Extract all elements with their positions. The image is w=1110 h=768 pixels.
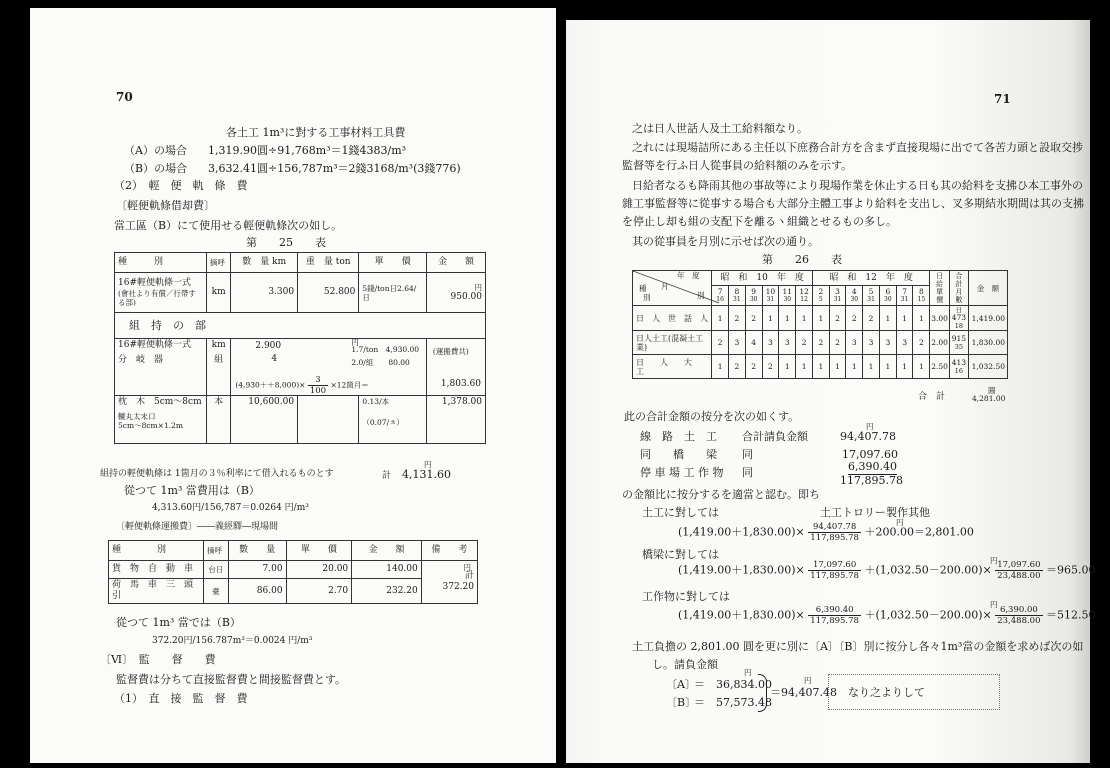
per-m3-intro: 從つて 1m³ 當費用は（B） — [124, 484, 260, 497]
month-number: 9 — [751, 286, 757, 296]
header-cell: 數 量 — [228, 541, 286, 561]
month-value-cell: 1 — [879, 355, 896, 379]
section-2-heading: （2） 輕 便 軌 條 費 — [114, 179, 248, 192]
months-val: 413 — [951, 357, 967, 367]
corner-betsu: 別 — [643, 293, 651, 302]
month-days: 30 — [850, 295, 859, 303]
month-value-cell: 2 — [745, 355, 762, 379]
yen-mark: 円 — [424, 460, 432, 469]
amount-cell: 140.00 — [352, 561, 422, 579]
month-header-cell — [863, 286, 880, 306]
year-header-2: 昭 和 12 年 度 — [813, 271, 930, 286]
months-val: 915 — [951, 333, 967, 343]
yen-mark: 圓 — [988, 386, 996, 395]
paragraph-2b: 監督等を行ふ日人從事員の給料額のみを示す。 — [622, 159, 853, 172]
month-header-cell — [896, 286, 913, 306]
month-days: 31 — [867, 295, 875, 303]
earth-denominator: 117,895.78 — [810, 533, 859, 543]
header-cell: 重 量 ton — [298, 253, 359, 273]
works-left: (1,419.00＋1,830.00)× — [678, 608, 805, 622]
qty-cell: 86.00 — [228, 579, 286, 604]
month-header-cell — [879, 286, 896, 306]
table-header-row — [115, 253, 486, 273]
row-name-2: 轆丸太末口 — [118, 412, 156, 421]
month-days: 30 — [884, 295, 892, 303]
unit-cell-2: 組 — [214, 355, 224, 365]
month-header-cell — [813, 286, 830, 306]
amount-cell: 1,419.00 — [968, 306, 1007, 331]
case-a-formula: 1,319.90圓÷91,768m³＝1錢4383/m³ — [208, 144, 407, 157]
row-name: 日 人 世 話 人 — [633, 306, 712, 331]
right-page — [566, 20, 1096, 763]
monthly-count-header: 合計月數 — [949, 271, 968, 306]
month-number: 3 — [835, 286, 840, 296]
subheading-transport: 〔輕便軌條運搬費〕――義經驛―現場間 — [116, 522, 279, 532]
allocation-label: 同 — [742, 448, 753, 461]
calc-left: (4,930＋＋8,000)× — [235, 380, 306, 390]
daily-wage-cell: 3.00 — [930, 306, 950, 331]
a-value: ＝ 36,834.00 — [694, 678, 772, 691]
intro-text: 當工區（B）にて使用せる輕便軌條次の如し。 — [114, 219, 343, 232]
month-value-cell: 1 — [846, 355, 863, 379]
header-cell: 金 額 — [426, 253, 485, 273]
page-number: 70 — [116, 90, 133, 104]
month-days: 31 — [900, 295, 909, 303]
month-value-cell: 2 — [796, 331, 813, 355]
yen-mark: 円 — [990, 556, 998, 565]
allocation-name: 停 車 場 工 作 物 — [640, 466, 724, 479]
works-numerator-2: 6,390.00 — [995, 605, 1042, 616]
month-number: 11 — [782, 286, 793, 296]
month-value-cell: 2 — [813, 331, 830, 355]
yen-mark: 円 — [351, 338, 359, 347]
corner-month: 月 — [661, 282, 669, 291]
row-name: 16#輕便軌條一式 — [118, 340, 191, 350]
bridge-intro: 橋梁に對しては — [642, 548, 719, 561]
table-row — [115, 396, 486, 444]
bridge-numerator: 17,097.60 — [808, 560, 861, 571]
yen-mark: 円 — [866, 422, 874, 431]
row-name: 日人土工(混凝土工業) — [633, 331, 712, 355]
bridge-tail: ＝965.00 — [1046, 563, 1096, 577]
works-tail: ＝512.50 — [1046, 608, 1096, 622]
section-1-heading: （1） 直 接 監 督 費 — [114, 692, 248, 705]
month-days: 16 — [716, 295, 724, 303]
amount-cell: 1,378.00 — [426, 396, 485, 444]
month-value-cell: 1 — [813, 355, 830, 379]
yen-mark: 円 — [744, 668, 752, 677]
header-cell: 摘呼 — [204, 541, 229, 561]
corner-year: 年 度 — [677, 271, 700, 280]
qty-cell-2: 4 — [271, 354, 278, 364]
left-page — [30, 8, 556, 763]
month-number: 10 — [765, 286, 776, 296]
month-days: 15 — [917, 295, 926, 303]
earth-intro: 土工に對しては — [642, 506, 719, 519]
month-number: 7 — [717, 286, 723, 296]
paragraph-3a: 日給者なるも降雨其他の事故等により現場作業を休止する日も其の給料を支拂ひ本工事外の — [632, 179, 1083, 192]
table-26 — [632, 270, 1008, 379]
table-section-row — [115, 313, 486, 339]
supervision-text: 監督費は分ちて直接監督費と間接監督費とす。 — [116, 673, 347, 686]
amount-cell: 1,032.50 — [968, 355, 1007, 379]
page-number: 71 — [994, 92, 1011, 106]
table-row — [115, 273, 486, 313]
month-value-cell: 1 — [829, 355, 846, 379]
table-row — [633, 355, 1008, 379]
allocation-note: の金額比に按分するを適當と認む。即ち — [622, 488, 820, 501]
month-days: 31 — [833, 295, 842, 303]
month-value-cell: 3 — [762, 331, 779, 355]
section-heading: 各土工 1m³に對する工事材料工具費 — [226, 126, 406, 139]
b-label: 〔B〕 — [666, 696, 697, 709]
bridge-left: (1,419.00＋1,830.00)× — [678, 563, 805, 577]
total-value: 4,131.60 — [402, 468, 451, 481]
table-26-total-value: 4,281.00 — [972, 394, 1006, 403]
month-value-cell: 1 — [913, 355, 930, 379]
month-value-cell: 2 — [913, 331, 930, 355]
bridge-denominator-2: 23,488.00 — [997, 571, 1041, 581]
month-value-cell: 3 — [879, 331, 896, 355]
header-cell: 單 價 — [286, 541, 352, 561]
bridge-numerator-2: 17,097.60 — [997, 560, 1041, 570]
price-cell-2: （0.07/ㅊ） — [362, 418, 404, 427]
month-number: 8 — [734, 286, 740, 296]
month-value-cell: 2 — [829, 331, 846, 355]
table-26-total-label: 合 計 — [918, 392, 946, 402]
paragraph-2a: 之れには現場詰所にある主任以下庶務合計方を含まず直接現場に出でて各苦力頭と設取交捗 — [632, 141, 1083, 154]
header-cell: 金 額 — [352, 541, 422, 561]
allocation-label: 同 — [742, 466, 753, 479]
header-cell: 備 考 — [421, 541, 477, 561]
month-days: 12 — [800, 295, 808, 303]
month-header-cell — [829, 286, 846, 306]
bridge-denominator: 117,895.78 — [810, 571, 859, 581]
row-name-3: 5cm～8cm×1.2m — [118, 421, 183, 430]
weight-cell: 52.800 — [298, 273, 359, 313]
months-sub: 16 — [954, 366, 964, 375]
month-value-cell: 3 — [728, 331, 745, 355]
month-value-cell: 3 — [863, 331, 880, 355]
month-value-cell: 2 — [745, 306, 762, 331]
months-total-cell — [949, 306, 968, 331]
row-name: 貨 物 自 動 車 — [109, 561, 204, 579]
month-value-cell: 2 — [712, 331, 729, 355]
month-number: 8 — [918, 286, 924, 296]
paragraph-3b: 雜工事監督等に從事する場合も大部分主體工事より給料を支出し、叉多期結氷期間は其の支拂 — [622, 197, 1084, 210]
unit-cell: km — [206, 273, 230, 313]
earth-left: (1,419.00＋1,830.00)× — [678, 525, 805, 539]
paragraph-4: 其の從事員を月別に示せば次の通り。 — [632, 235, 819, 248]
case-b-label: （B）の場合 — [124, 162, 188, 175]
month-value-cell: 1 — [712, 306, 729, 331]
b-value: ＝ 57,573.48 — [694, 696, 772, 709]
earth-right-label: 土工トロリー製作其他 — [820, 506, 930, 519]
paragraph-3c: を停止し却も組の支配下を離るヽ組織とせるもの多し。 — [622, 215, 897, 228]
month-number: 2 — [818, 286, 824, 296]
table-26-title: 第 26 表 — [762, 253, 842, 266]
price-cell-2: 2.0/組 80.00 — [351, 358, 410, 367]
months-sub: 18 — [954, 322, 964, 330]
table-25-title: 第 25 表 — [246, 236, 326, 249]
month-number: 4 — [851, 286, 857, 296]
amount-header: 金 額 — [968, 271, 1007, 306]
month-value-cell: 1 — [779, 355, 796, 379]
bridge-mid: ＋(1,032.50－200.00)× — [864, 563, 992, 577]
month-value-cell: 3 — [846, 331, 863, 355]
price-cell: 0.13/本 — [362, 397, 390, 406]
note-total-value: 372.20 — [442, 582, 474, 592]
amount-cell: 950.00 — [450, 291, 482, 302]
a-label: 〔A〕 — [666, 678, 696, 691]
month-value-cell: 1 — [896, 355, 913, 379]
final-text-a: 土工負擔の 2,801.00 圓を更に別に〔A〕〔B〕別に按分し各々1m³當の金額を求めば次の如 — [632, 640, 1084, 653]
months-total-cell — [949, 331, 968, 355]
table-row — [109, 561, 478, 579]
works-numerator: 6,390.40 — [808, 605, 861, 616]
header-cell: 單 價 — [359, 253, 427, 273]
month-number: 5 — [868, 286, 874, 296]
month-value-cell: 3 — [896, 331, 913, 355]
daily-wage-cell: 2.50 — [930, 355, 950, 379]
month-number: 7 — [902, 286, 907, 296]
qty-cell: 2.900 — [255, 341, 282, 351]
allocation-value: 6,390.40 — [848, 460, 897, 473]
row-name: 枕 木 5cm～8cm — [118, 397, 202, 407]
month-value-cell: 1 — [796, 355, 813, 379]
unit-cell: 臺 — [204, 579, 229, 604]
calc-denominator: 100 — [309, 386, 327, 396]
per-m3-b-formula: 372.20円/156.787m³＝0.0024 円/m³ — [152, 636, 313, 646]
month-value-cell: 1 — [779, 306, 796, 331]
unit-cell: 本 — [206, 396, 230, 444]
header-cell: 種 別 — [109, 541, 204, 561]
header-cell: 種 別 — [115, 253, 207, 273]
month-number: 6 — [885, 286, 891, 296]
month-value-cell: 2 — [863, 306, 880, 331]
sum-value: ＝94,407.48 — [770, 686, 837, 699]
yen-mark: 円 — [990, 600, 998, 609]
month-value-cell: 1 — [712, 355, 729, 379]
row-name: 荷 馬 車 三 頭 引 — [109, 579, 204, 604]
month-value-cell: 1 — [896, 306, 913, 331]
transport-table — [108, 540, 478, 604]
month-value-cell: 2 — [829, 306, 846, 331]
month-days: 30 — [749, 295, 758, 303]
unit-cell: km — [211, 340, 226, 350]
price-cell: 20.00 — [286, 561, 352, 579]
month-header-cell — [846, 286, 863, 306]
per-m3-b-intro: 從つて 1m³ 當では（B） — [116, 616, 241, 629]
row-name-2: 分 岐 器 — [118, 355, 164, 365]
amount-cell: 1,803.60 — [440, 379, 481, 389]
month-header-cell — [913, 286, 930, 306]
month-value-cell: 2 — [728, 355, 745, 379]
price-cell: 5錢/ton日2.64/日 — [359, 273, 427, 313]
works-denominator: 117,895.78 — [810, 616, 859, 626]
month-value-cell: 1 — [879, 306, 896, 331]
case-b-formula: 3,632.41圓÷156,787m³＝2錢3168/m³(3錢776) — [208, 162, 461, 175]
section-6-heading: 〔Ⅵ〕 監 督 費 — [100, 653, 216, 666]
table-row — [633, 331, 1008, 355]
month-days: 31 — [766, 295, 775, 303]
allocation-total: 117,895.78 — [840, 474, 903, 487]
month-header-cell — [745, 286, 762, 306]
earth-numerator: 94,407.78 — [808, 522, 861, 533]
table-header-row — [109, 541, 478, 561]
table-row — [115, 339, 486, 396]
months-total-cell — [949, 355, 968, 379]
month-header-cell — [762, 286, 779, 306]
month-value-cell: 1 — [913, 306, 930, 331]
allocation-name: 線 路 土 工 — [640, 430, 717, 443]
header-cell: 摘呼 — [206, 253, 230, 273]
total-label: 計 — [382, 471, 392, 481]
section-label: 組 持 の 部 — [115, 313, 486, 339]
daily-wage-header: 日給單價 — [930, 271, 950, 306]
works-denominator-2: 23,488.00 — [997, 616, 1041, 626]
yen-mark: 円 — [896, 518, 904, 527]
note-total-label: 計 — [464, 571, 474, 581]
month-value-cell: 1 — [796, 306, 813, 331]
interest-note: 組持の輕便軌條は 1箇月の３％利率にて借入れるものとす — [100, 469, 334, 479]
allocation-value: 17,097.60 — [842, 448, 898, 461]
qty-cell: 7.00 — [228, 561, 286, 579]
sum-note: なり之よりして — [848, 686, 925, 699]
row-name: 日 人 大 工 — [633, 355, 712, 379]
yen-mark: 円 — [804, 676, 812, 685]
yen-mark: 円 — [474, 282, 482, 292]
month-days: 5 — [818, 295, 823, 303]
final-text-b: し。請負金額 — [652, 658, 718, 671]
table-row — [633, 306, 1008, 331]
allocation-name: 同 橋 梁 — [640, 448, 717, 461]
paragraph-1: 之は日人世話人及土工給料額なり。 — [632, 122, 808, 135]
amount-cell: 232.20 — [352, 579, 422, 604]
allocation-label: 合計請負金額 — [742, 430, 808, 443]
brace — [758, 674, 767, 712]
case-a-label: （A）の場合 — [124, 144, 187, 157]
calc-numerator: 3 — [308, 375, 328, 386]
month-value-cell: 4 — [745, 331, 762, 355]
month-value-cell: 2 — [846, 306, 863, 331]
qty-cell: 10,600.00 — [231, 396, 298, 444]
allocation-intro: 此の合計金額の按分を次の如くす。 — [624, 410, 800, 423]
note-cell: (運搬費共) — [432, 347, 469, 356]
header-cell: 數 量 km — [231, 253, 298, 273]
month-header-cell — [779, 286, 796, 306]
month-value-cell: 1 — [863, 355, 880, 379]
works-mid: ＋(1,032.50－200.00)× — [864, 608, 992, 622]
qty-cell: 3.300 — [231, 273, 298, 313]
daily-wage-cell: 2.00 — [930, 331, 950, 355]
amount-cell: 1,830.00 — [968, 331, 1007, 355]
months-top: 日 — [955, 306, 963, 314]
table-25 — [114, 252, 486, 444]
corner-type: 種 — [639, 284, 647, 293]
earth-tail: ＋200.00＝2,801.00 — [864, 525, 974, 539]
month-value-cell: 2 — [762, 355, 779, 379]
calc-right: ×12箇月＝ — [330, 380, 369, 390]
row-sub: (會社より有償／行帶する部) — [118, 289, 196, 307]
price-cell: 1.7/ton 4,930.00 — [351, 345, 420, 354]
month-value-cell: 3 — [779, 331, 796, 355]
year-header-1: 昭 和 10 年 度 — [712, 271, 813, 286]
row-name: 16#輕便軌條一式 — [118, 278, 191, 288]
month-header-cell — [728, 286, 745, 306]
corner-kind: 別 — [697, 291, 705, 300]
price-cell: 2.70 — [286, 579, 352, 604]
month-header-cell — [796, 286, 813, 306]
per-m3-formula: 4,313.60円/156,787＝0.0264 円/m³ — [152, 503, 309, 513]
allocation-value: 94,407.78 — [840, 430, 896, 443]
unit-cell: 台日 — [204, 561, 229, 579]
table-header-row — [633, 271, 1008, 286]
month-days: 31 — [733, 295, 741, 303]
month-days: 30 — [783, 295, 792, 303]
month-value-cell: 2 — [728, 306, 745, 331]
month-value-cell: 1 — [813, 306, 830, 331]
yen-mark: 円 — [463, 563, 471, 572]
month-number: 12 — [799, 286, 809, 296]
works-intro: 工作物に對しては — [642, 590, 730, 603]
months-sub: 35 — [954, 342, 964, 351]
months-val: 473 — [951, 313, 967, 322]
month-value-cell: 1 — [762, 306, 779, 331]
subheading-lease: 〔輕便軌條借却費〕 — [116, 199, 215, 212]
